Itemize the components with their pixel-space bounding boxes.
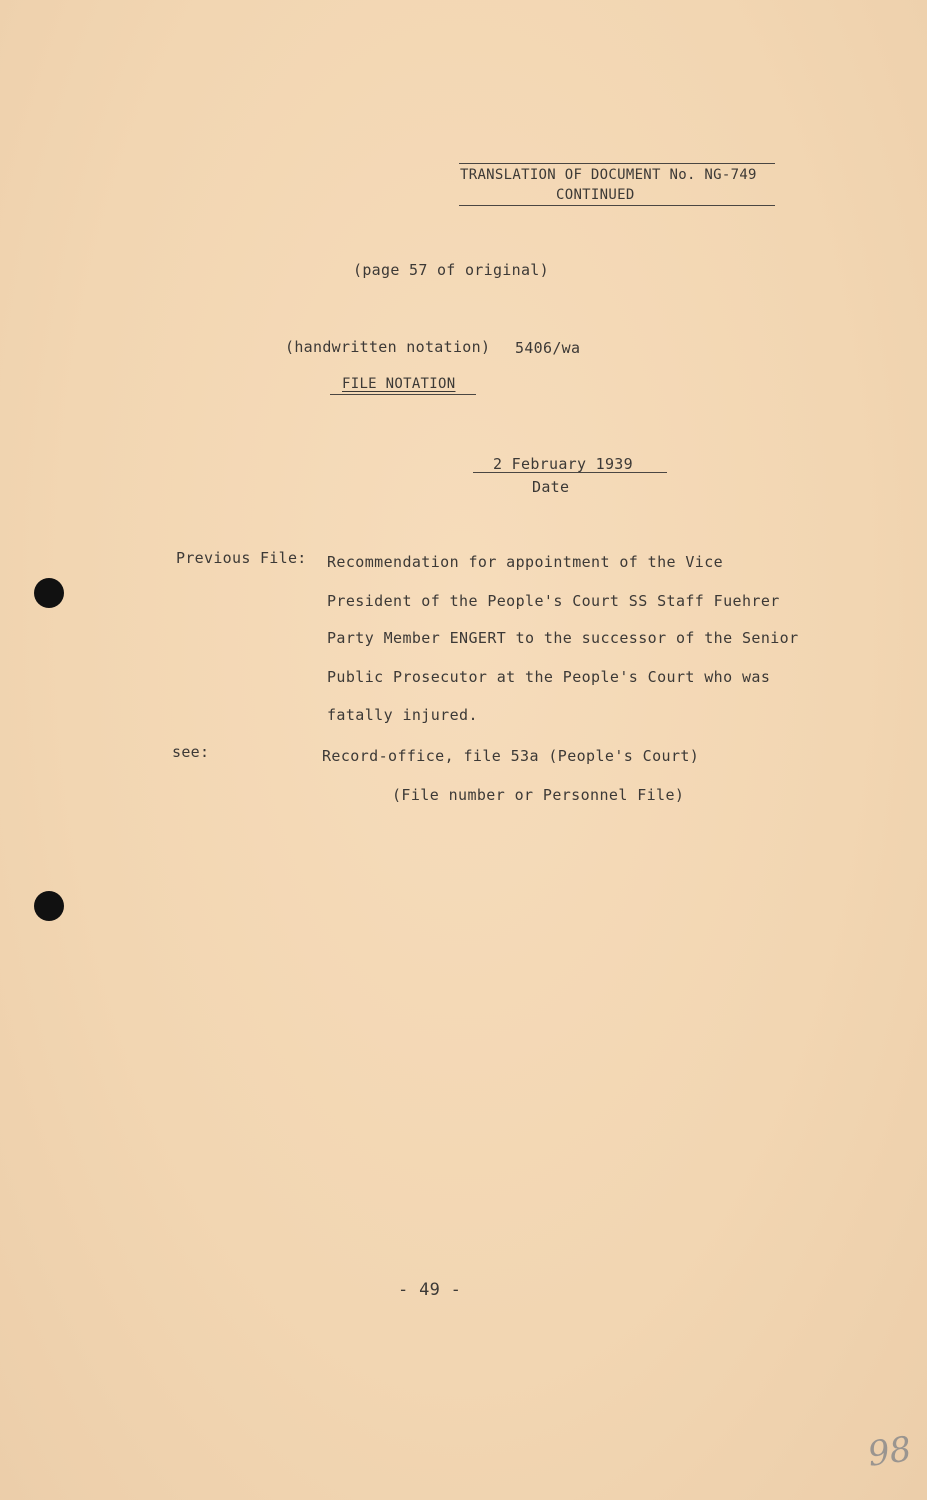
page-reference: (page 57 of original)	[353, 261, 549, 279]
previous-file-line: Public Prosecutor at the People's Court who was	[327, 668, 771, 686]
handwritten-notation-value: 5406/wa	[515, 339, 581, 357]
see-label: see:	[172, 743, 210, 761]
document-subtitle: CONTINUED	[556, 187, 635, 203]
previous-file-line: Recommendation for appointment of the Vice	[327, 553, 724, 571]
previous-file-line: President of the People's Court SS Staff Fuehrer	[327, 592, 780, 610]
handwritten-page-mark: 98	[865, 1429, 914, 1475]
see-file-type: (File number or Personnel File)	[392, 786, 685, 804]
file-notation-heading: FILE NOTATION	[342, 376, 456, 392]
previous-file-line: Party Member ENGERT to the successor of the Senior	[327, 629, 799, 647]
handwritten-notation-label: (handwritten notation)	[285, 338, 491, 356]
see-record-office: Record-office, file 53a (People's Court)	[322, 747, 700, 765]
date-rule	[473, 472, 667, 473]
previous-file-label: Previous File:	[176, 549, 307, 567]
punch-hole-top	[34, 578, 64, 608]
date-value: 2 February 1939	[493, 455, 633, 473]
page-number: - 49 -	[398, 1280, 462, 1300]
document-title: TRANSLATION OF DOCUMENT No. NG-749	[460, 167, 757, 183]
header-rule-bottom	[459, 205, 775, 206]
file-notation-rule	[330, 394, 476, 395]
previous-file-line: fatally injured.	[327, 706, 478, 724]
header-rule-top	[459, 163, 775, 164]
date-label: Date	[532, 478, 570, 496]
punch-hole-bottom	[34, 891, 64, 921]
